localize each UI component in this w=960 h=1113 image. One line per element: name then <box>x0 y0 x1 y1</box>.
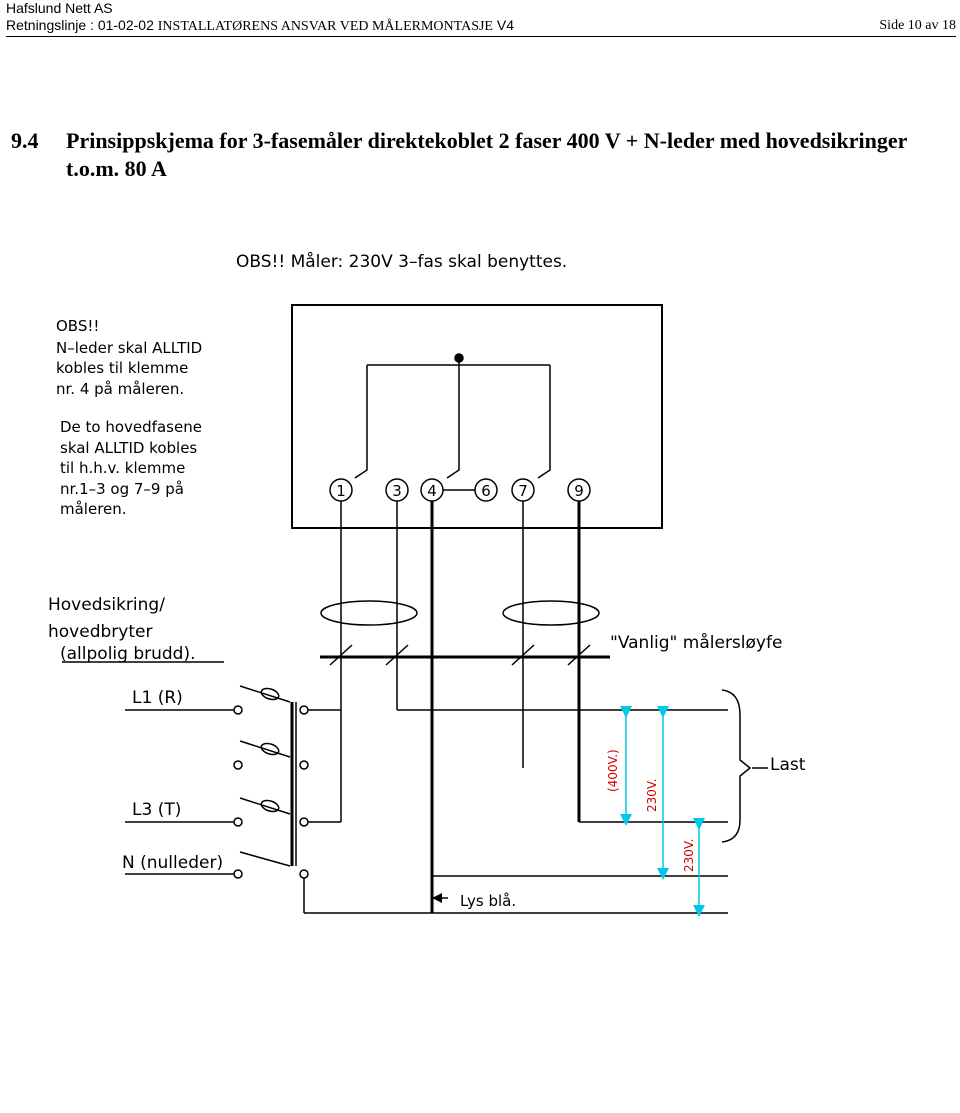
n-label: N (nulleder) <box>122 853 224 873</box>
voltage-400: (400V.) <box>606 749 620 792</box>
terminal-6 <box>475 479 497 501</box>
section-title: Prinsippskjema for 3-fasemåler direktekoblet 2 faser 400 V + N-leder med hovedsikringer t.o.m. 80 A <box>66 128 907 181</box>
terminal-9 <box>568 479 590 501</box>
phase-line-3: til h.h.v. klemme <box>60 459 186 477</box>
neutral-path <box>304 710 728 913</box>
main-switch-note <box>48 595 224 664</box>
header-company: Hafslund Nett AS <box>6 0 113 16</box>
phase-connection-note <box>60 418 202 518</box>
l3-label: L3 (T) <box>132 800 182 820</box>
guideline-title: INSTALLATØRENS ANSVAR VED MÅLERMONTASJE <box>157 19 493 34</box>
obs-line-4: nr. 4 på måleren. <box>56 380 185 398</box>
obs-line-1: OBS!! <box>56 317 100 335</box>
load-label: Last <box>770 755 806 775</box>
main-switch-line-2: hovedbryter <box>48 622 153 642</box>
l1-label: L1 (R) <box>132 688 183 708</box>
meter-internal-wiring <box>355 354 550 478</box>
terminal-7 <box>512 479 534 501</box>
phase-line-1: De to hovedfasene <box>60 418 202 436</box>
terminal-9-label: 9 <box>574 482 584 500</box>
main-switch-line-1: Hovedsikring/ <box>48 595 165 615</box>
neutral-color-label: Lys blå. <box>460 892 517 910</box>
terminal-7-label: 7 <box>518 482 528 500</box>
main-switch-line-3: (allpolig brudd). <box>60 644 196 664</box>
terminal-1-label: 1 <box>336 482 346 500</box>
meter-loop <box>320 601 610 665</box>
phase-line-4: nr.1–3 og 7–9 på <box>60 480 184 498</box>
phase-line-5: måleren. <box>60 500 127 518</box>
terminal-1 <box>330 479 352 501</box>
voltage-indicators <box>606 712 699 911</box>
load-lines <box>397 690 768 876</box>
meter-loop-label: "Vanlig" målersløyfe <box>610 633 783 653</box>
obs-meter-note: OBS!! Måler: 230V 3–fas skal benyttes. <box>236 252 568 272</box>
phase-line-2: skal ALLTID kobles <box>60 439 198 457</box>
guideline-version: V4 <box>492 17 514 33</box>
voltage-230-b: 230V. <box>682 838 696 872</box>
terminal-3-label: 3 <box>392 482 402 500</box>
terminal-4-label: 4 <box>427 482 437 500</box>
terminal-3 <box>386 479 408 501</box>
obs-line-3: kobles til klemme <box>56 359 189 377</box>
meter-terminals <box>330 479 590 501</box>
meter-conductors <box>341 501 579 913</box>
terminal-4 <box>421 479 443 501</box>
terminal-6-label: 6 <box>481 482 491 500</box>
page-number: Side 10 av 18 <box>879 18 956 33</box>
voltage-230-a: 230V. <box>645 778 659 812</box>
obs-neutral-note <box>56 317 202 398</box>
obs-line-2: N–leder skal ALLTID <box>56 339 203 357</box>
section-number: 9.4 <box>11 128 39 153</box>
guideline-prefix: Retningslinje : 01-02-02 <box>6 17 158 33</box>
supply-and-fuses <box>125 686 341 878</box>
neutral-arrow <box>432 892 516 910</box>
